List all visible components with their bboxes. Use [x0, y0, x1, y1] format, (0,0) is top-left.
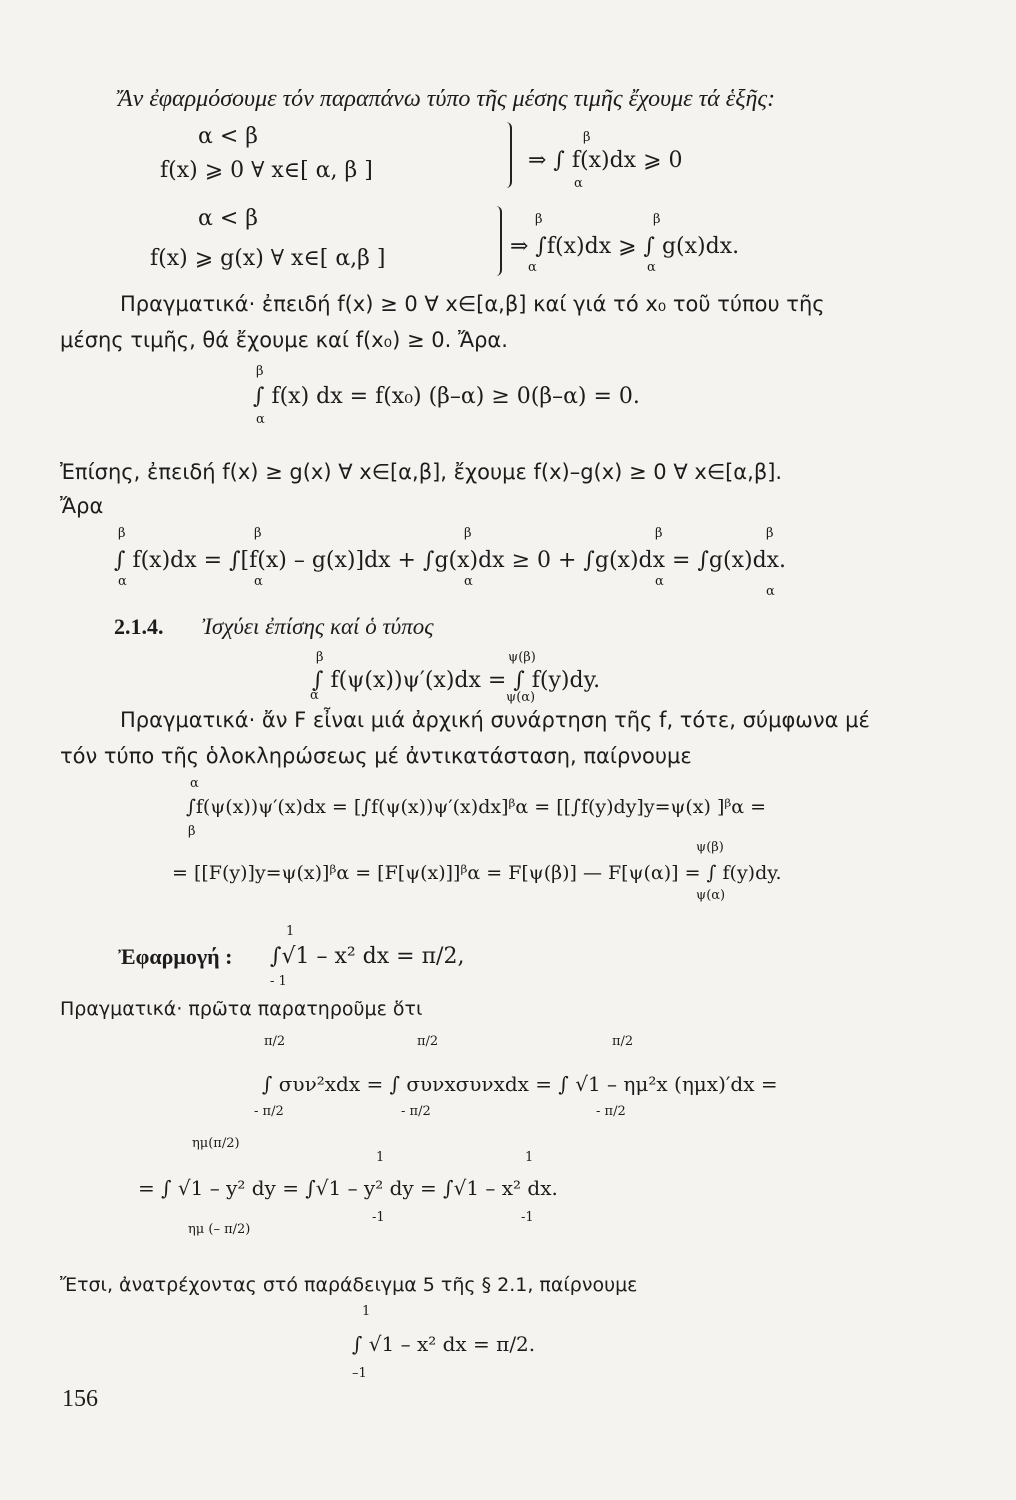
eq2-lower-5: α	[766, 584, 775, 599]
eq1-upper: β	[256, 364, 264, 379]
eq2-upper-2: β	[254, 526, 262, 541]
eq2-upper-1: β	[118, 526, 126, 541]
eq2-lower-3: α	[464, 574, 473, 589]
prop2-brace	[490, 206, 502, 276]
eq5-upper: ψ(β)	[696, 840, 724, 855]
eq7: = ∫ √1 – y² dy = ∫√1 – y² dy = ∫√1 – x² dx.	[138, 1176, 558, 1200]
eq7-lower-3: -1	[521, 1210, 534, 1225]
eq6-upper-3: π/2	[612, 1034, 634, 1049]
eq6-lower-1: - π/2	[254, 1104, 284, 1119]
prop2-upper2: β	[653, 212, 661, 227]
eq2: ∫ f(x)dx = ∫[f(x) – g(x)]dx + ∫g(x)dx ≥ 0 + ∫g(x)dx = ∫g(x)dx.	[114, 548, 787, 573]
proof4-line1: Πραγματικά· πρῶτα παρατηροῦμε ὅτι	[60, 998, 423, 1020]
eq4-upper: α	[190, 776, 199, 791]
prop2-cond1: α < β	[198, 206, 258, 231]
proof2-line1: Ἐπίσης, ἐπειδή f(x) ≥ g(x) ∀ x∈[α,β], ἔχουμε f(x)–g(x) ≥ 0 ∀ x∈[α,β].	[60, 460, 783, 484]
application-lower: - 1	[270, 974, 287, 989]
eq7-upper-2: 1	[376, 1150, 385, 1165]
eq5-lower: ψ(α)	[696, 888, 726, 903]
prop1-cond1: α < β	[198, 124, 258, 149]
eq3-upper1: β	[316, 650, 324, 665]
eq1: ∫ f(x) dx = f(x₀) (β–α) ≥ 0(β–α) = 0.	[253, 384, 640, 409]
application-eq: ∫√1 – x² dx = π/2,	[270, 944, 465, 969]
prop2-result: ⇒ ∫f(x)dx ⩾ ∫ g(x)dx.	[510, 234, 740, 259]
eq4: ∫f(ψ(x))ψ′(x)dx = [∫f(ψ(x))ψ′(x)dx]ᵝα = [[∫f(y)dy]y=ψ(x) ]ᵝα =	[186, 796, 767, 818]
prop2-lower1: α	[528, 260, 537, 275]
eq4-lower: β	[188, 824, 196, 839]
eq7-lower-2: -1	[372, 1210, 385, 1225]
eq5: = [[F(y)]y=ψ(x)]ᵝα = [F[ψ(x)]]ᵝα = F[ψ(β)] — F[ψ(α)] = ∫ f(y)dy.	[172, 862, 782, 884]
application-label: Ἐφαρμογή :	[118, 944, 233, 969]
intro-line: Ἄν ἐφαρμόσουμε τόν παραπάνω τύπο τῆς μέσης τιμῆς ἔχουμε τά ἑξῆς:	[118, 86, 776, 112]
section-number: 2.1.4.	[114, 614, 164, 639]
prop1-cond2: f(x) ⩾ 0 ∀ x∈[ α, β ]	[160, 158, 373, 183]
eq8: ∫ √1 – x² dx = π/2.	[352, 1332, 536, 1356]
eq2-lower-2: α	[254, 574, 263, 589]
proof2-line2: Ἄρα	[60, 494, 104, 518]
proof1-line2: μέσης τιμῆς, θά ἔχουμε καί f(x₀) ≥ 0. Ἄρα.	[60, 328, 508, 352]
eq2-upper-3: β	[464, 526, 472, 541]
eq2-upper-4: β	[655, 526, 663, 541]
eq2-lower-1: α	[118, 574, 127, 589]
eq6-upper-1: π/2	[264, 1034, 286, 1049]
final-line: Ἔτσι, ἀνατρέχοντας στό παράδειγμα 5 τῆς § 2.1, παίρνουμε	[60, 1274, 638, 1296]
eq7-lower1: ημ (– π/2)	[188, 1222, 251, 1237]
eq1-lower: α	[256, 412, 265, 427]
proof3-line2: τόν τύπο τῆς ὁλοκληρώσεως μέ ἀντικατάσταση, παίρνουμε	[60, 744, 692, 768]
section-title: Ἰσχύει ἐπίσης καί ὁ τύπος	[202, 614, 434, 639]
eq6-upper-2: π/2	[417, 1034, 439, 1049]
prop2-cond2: f(x) ⩾ g(x) ∀ x∈[ α,β ]	[150, 246, 386, 271]
eq3-lower1: α	[310, 688, 319, 703]
eq7-upper1: ημ(π/2)	[192, 1136, 240, 1151]
prop2-upper1: β	[535, 212, 543, 227]
eq3: ∫ f(ψ(x))ψ′(x)dx = ∫ f(y)dy.	[312, 668, 601, 693]
eq7-upper-3: 1	[525, 1150, 534, 1165]
eq6: ∫ συν²xdx = ∫ συνxσυνxdx = ∫ √1 – ημ²x (ημx)′dx =	[262, 1072, 778, 1096]
prop1-upper: β	[583, 130, 591, 145]
application-upper: 1	[286, 924, 295, 939]
eq6-lower-2: - π/2	[401, 1104, 431, 1119]
eq2-upper-5: β	[766, 526, 774, 541]
prop1-brace	[500, 122, 512, 188]
proof1-line1: Πραγματικά· ἐπειδή f(x) ≥ 0 ∀ x∈[α,β] καί γιά τό x₀ τοῦ τύπου τῆς	[120, 292, 825, 316]
eq8-upper: 1	[362, 1304, 371, 1319]
page-number: 156	[62, 1386, 98, 1412]
proof3-line1: Πραγματικά· ἄν F εἶναι μιά ἀρχική συνάρτηση τῆς f, τότε, σύμφωνα μέ	[120, 708, 870, 732]
eq2-lower-4: α	[655, 574, 664, 589]
prop1-lower: α	[574, 176, 583, 191]
eq3-upper2: ψ(β)	[508, 650, 536, 665]
eq3-lower2: ψ(α)	[506, 690, 536, 705]
eq8-lower: –1	[352, 1366, 367, 1381]
eq6-lower-3: - π/2	[596, 1104, 626, 1119]
prop2-lower2: α	[647, 260, 656, 275]
prop1-result: ⇒ ∫ f(x)dx ⩾ 0	[528, 148, 683, 173]
